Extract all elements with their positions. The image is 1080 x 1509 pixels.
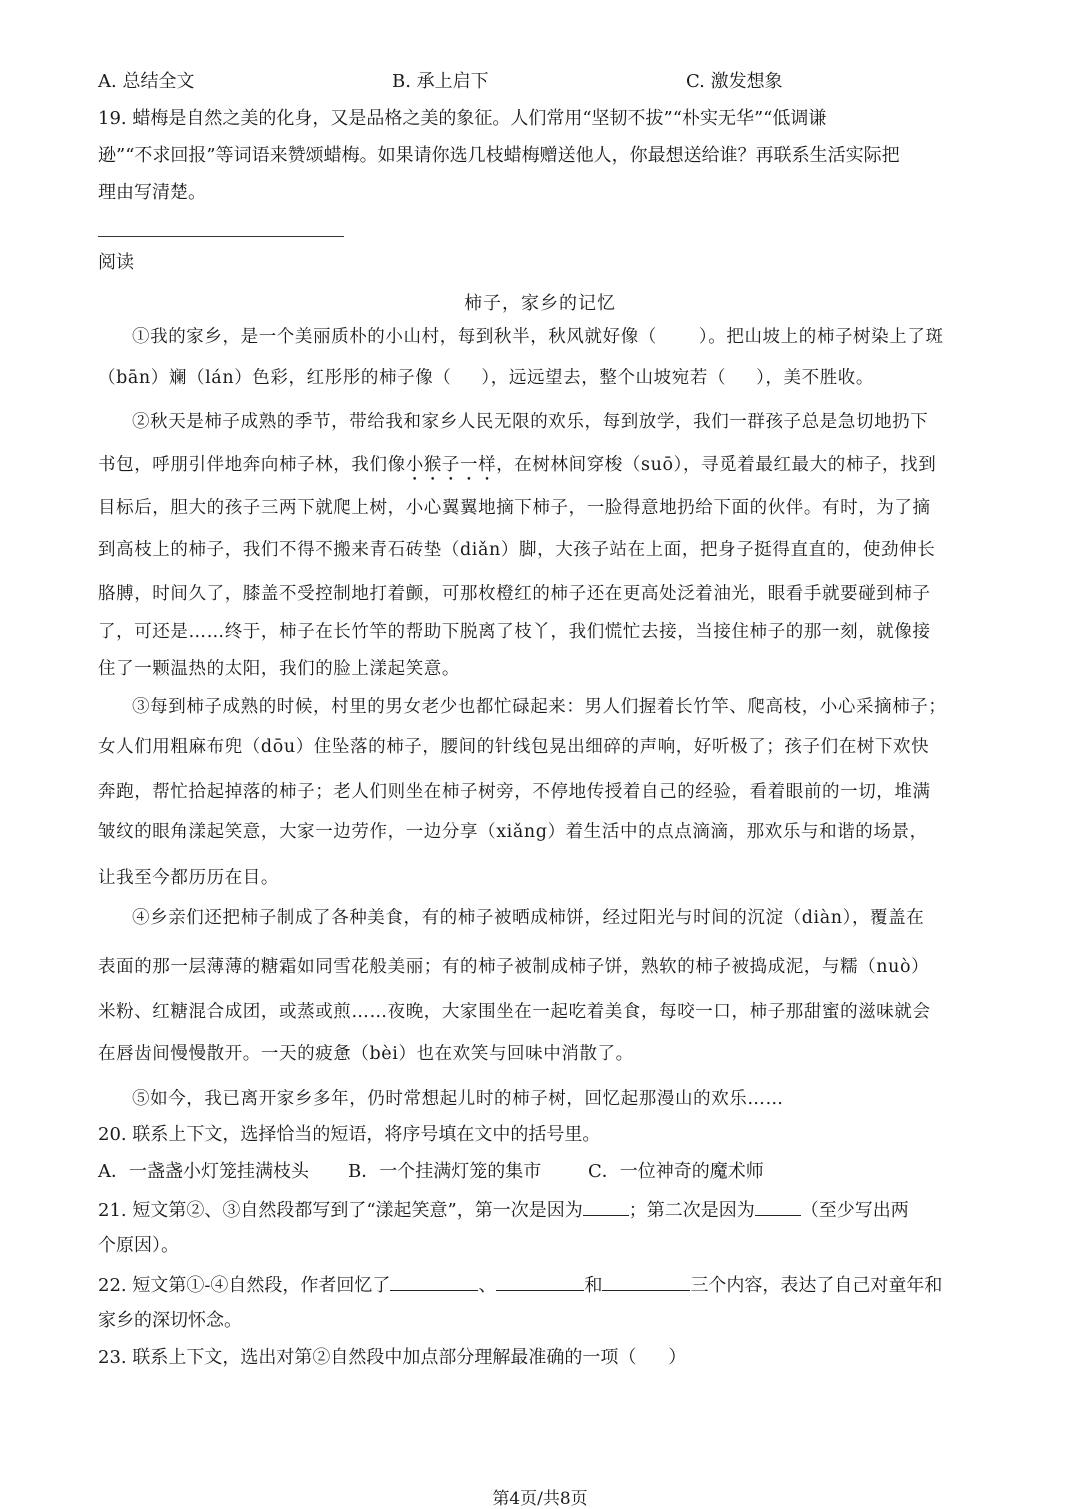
q19-line2: 逊”“不求回报”等词语来赞颂蜡梅。如果请你选几枝蜡梅赠送他人，你最想送给谁？再联系生活实际把 (98, 145, 900, 166)
q22-line1: 22. 短文第①-④自然段，作者回忆了 、 和 三个内容，表达了自己对童年和 (98, 1272, 942, 1298)
p2-line1: ②秋天是柿子成熟的季节，带给我和家乡人民无限的欢乐，每到放学，我们一群孩子总是急切地扔下 (132, 412, 929, 432)
p1-line2: （bān）斓（lán）色彩，红彤彤的柿子像（ ），远远望去，整个山坡宛若（ ），美不胜收。 (98, 368, 875, 388)
p4-line1: ④乡亲们还把柿子制成了各种美食，有的柿子被晒成柿饼，经过阳光与时间的沉淀（diàn），覆盖在 (132, 908, 925, 928)
p3-line2: 女人们用粗麻布兜（dōu）住坠落的柿子，腰间的针线包晃出细碎的声响，好听极了；孩子们在树下欢快 (98, 737, 930, 757)
p5-line1: ⑤如今，我已离开家乡多年，仍时常想起儿时的柿子树，回忆起那漫山的欢乐…… (132, 1089, 784, 1109)
p4-line3: 米粉、红糖混合成团，或蒸或煎……夜晚，大家围坐在一起吃着美食，每咬一口，柿子那甜蜜的滋味就会 (98, 1002, 931, 1022)
p2-line7: 住了一颗温热的太阳，我们的脸上漾起笑意。 (98, 659, 460, 679)
blank-1 (583, 1197, 629, 1216)
q20-stem: 20. 联系上下文，选择恰当的短语，将序号填在文中的括号里。 (98, 1124, 601, 1145)
q20-option-b: B．一个挂满灯笼的集市 (348, 1161, 542, 1182)
p1-line1: ①我的家乡，是一个美丽质朴的小山村，每到秋半，秋风就好像（ ）。把山坡上的柿子树染上了斑 (132, 327, 944, 347)
blank-4 (496, 1272, 584, 1291)
q20-option-c: C．一位神奇的魔术师 (588, 1161, 764, 1182)
p4-line4: 在唇齿间慢慢散开。一天的疲惫（bèi）也在欢笑与回味中消散了。 (98, 1044, 634, 1064)
q19-line1: 19. 蜡梅是自然之美的化身，又是品格之美的象征。人们常用“坚韧不拔”“朴实无华”“低调谦 (98, 108, 827, 129)
q21-line1: 21. 短文第②、③自然段都写到了“漾起笑意”，第一次是因为 ；第二次是因为 （至少写出两 (98, 1197, 909, 1223)
answer-line (98, 236, 344, 237)
section-label: 阅读 (98, 252, 134, 273)
blank-2 (755, 1197, 801, 1216)
q18-option-c: C. 激发想象 (686, 71, 783, 92)
blank-3 (390, 1272, 478, 1291)
q23-line1: 23. 联系上下文，选出对第②自然段中加点部分理解最准确的一项（ ） (98, 1347, 687, 1368)
p3-line5: 让我至今都历历在目。 (98, 868, 279, 888)
p2-line5: 胳膊，时间久了，膝盖不受控制地打着颤，可那枚橙红的柿子还在更高处泛着油光，眼看手就要碰到柿子 (98, 584, 931, 604)
q21-line2: 个原因）。 (98, 1235, 179, 1256)
p3-line3: 奔跑，帮忙拾起掉落的柿子；老人们则坐在柿子树旁，不停地传授着自己的经验，看着眼前的一切，堆满 (98, 782, 931, 802)
page-footer: 第4页/共8页 (492, 1489, 588, 1509)
p3-line1: ③每到柿子成熟的时候，村里的男女老少也都忙碌起来：男人们握着长竹竿、爬高枝，小心采摘柿子； (132, 697, 947, 717)
p2-line2: 书包，呼朋引伴地奔向柿子林，我们像小猴子一样，在树林间穿梭（suō），寻觅着最红最大的柿子，找到 (98, 455, 937, 475)
article-title: 柿子，家乡的记忆 (464, 293, 616, 314)
q18-option-b: B. 承上启下 (392, 71, 489, 92)
p2-line6: 了，可还是……终于，柿子在长竹竿的帮助下脱离了枝丫，我们慌忙去接，当接住柿子的那一刻，就像接 (98, 622, 931, 642)
q19-line3: 理由写清楚。 (98, 182, 206, 203)
p4-line2: 表面的那一层薄薄的糖霜如同雪花般美丽；有的柿子被制成柿子饼，熟软的柿子被捣成泥，与糯（nuò） (98, 957, 930, 977)
q18-option-a: A. 总结全文 (98, 71, 195, 92)
blank-5 (602, 1272, 690, 1291)
dotted-phrase: 小猴子一样 (405, 455, 497, 475)
p2-line3: 目标后，胆大的孩子三两下就爬上树，小心翼翼地摘下柿子，一脸得意地扔给下面的伙伴。有时，为了摘 (98, 498, 931, 518)
q20-option-a: A．一盏盏小灯笼挂满枝头 (98, 1161, 309, 1182)
p2-line4: 到高枝上的柿子，我们不得不搬来青石砖垫（diǎn）脚，大孩子站在上面，把身子挺得直直的，使劲伸长 (98, 540, 936, 560)
q22-line2: 家乡的深切怀念。 (98, 1310, 242, 1331)
p3-line4: 皱纹的眼角漾起笑意，大家一边劳作，一边分享（xiǎng）着生活中的点点滴滴，那欢乐与和谐的场景， (98, 822, 928, 842)
